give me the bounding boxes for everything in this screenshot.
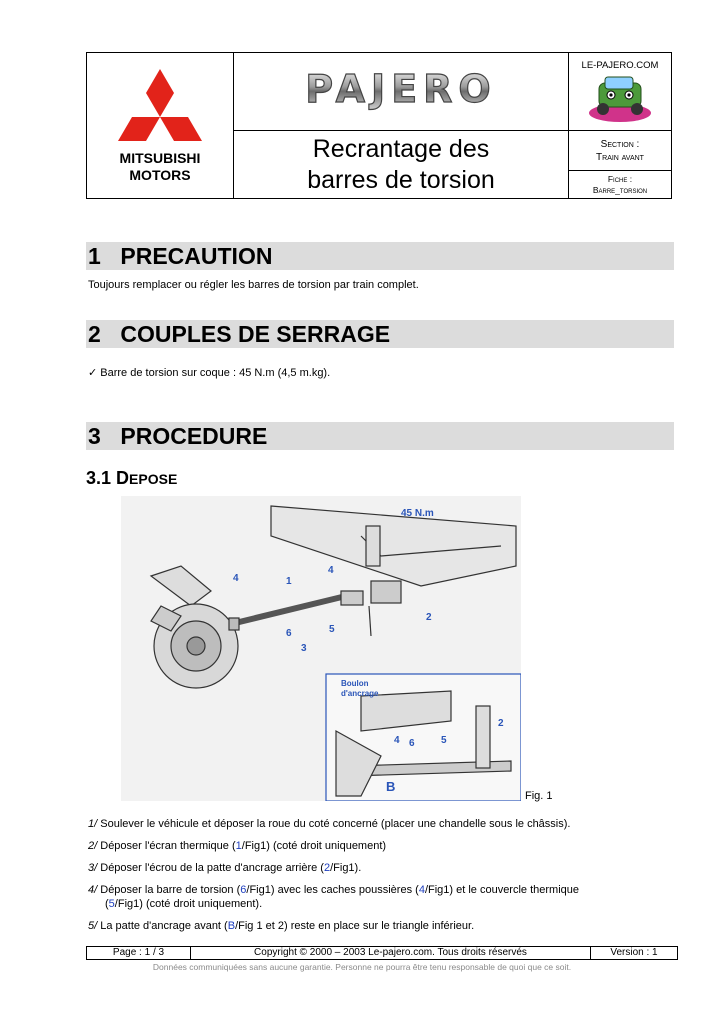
- site-cell: [569, 53, 671, 131]
- torsion-bar-exploded-view: [121, 496, 521, 801]
- figure-caption: Fig. 1: [525, 790, 553, 802]
- document-title: [234, 131, 569, 198]
- figure-reference: 6: [240, 884, 247, 896]
- list-item: [88, 861, 688, 875]
- inset-label-4: 4: [394, 735, 400, 746]
- step-text: /Fig1) avec les caches poussières (: [246, 884, 419, 896]
- step-text: /Fig 1 et 2) reste en place sur le triangle inférieur.: [235, 920, 475, 932]
- figure-reference: B: [227, 920, 236, 932]
- label-4b: 4: [328, 565, 334, 576]
- section-heading-procedure: [86, 422, 674, 450]
- torque-item: [88, 366, 330, 379]
- section-title: PROCEDURE: [120, 423, 268, 449]
- step-text: Déposer l'écrou de la patte d'ancrage arrière (: [97, 862, 324, 874]
- torque-text: Barre de torsion sur coque : 45 N.m (4,5 m.kg).: [100, 367, 331, 379]
- precaution-text: Toujours remplacer ou régler les barres de torsion par train complet.: [88, 279, 419, 291]
- step-text: Déposer l'écran thermique (: [97, 840, 236, 852]
- list-item: [88, 817, 688, 831]
- inset-label-5: 5: [441, 735, 447, 746]
- list-item: [88, 883, 688, 911]
- subsection-heading-depose: [86, 468, 177, 489]
- step-continuation: [88, 897, 688, 911]
- step-text: La patte d'ancrage avant (: [97, 920, 228, 932]
- section-title: PRECAUTION: [120, 243, 273, 269]
- pajero-brand-cell: [234, 53, 569, 131]
- step-number: 4/: [88, 884, 98, 896]
- disclaimer-text: Données communiquées sans aucune garantie. Personne ne pourra être tenu responsable de quoi que ce soit.: [152, 962, 572, 972]
- inset-label-6: 6: [409, 738, 415, 749]
- subsection-number: 3.1: [86, 468, 112, 488]
- pajero-wordmark: [234, 53, 569, 131]
- figure-reference: 2: [323, 862, 331, 874]
- subsection-rest: EPOSE: [129, 471, 178, 487]
- site-url[interactable]: LE-PAJERO.COM: [581, 60, 659, 71]
- inset-label-ancrage: d'ancrage: [341, 689, 379, 698]
- section-label: Section :: [600, 139, 640, 150]
- subsection-first-letter: D: [116, 468, 130, 488]
- pajero-brand-text: PAJERO: [305, 67, 497, 111]
- mitsubishi-logo-icon: [87, 53, 234, 198]
- label-5: 5: [329, 624, 335, 635]
- list-item: [88, 919, 688, 933]
- cartoon-jeep-icon: [569, 53, 671, 131]
- copyright-text: Copyright © 2000 – 2003 Le-pajero.com. Tous droits réservés: [191, 947, 591, 959]
- inset-label-2: 2: [498, 718, 504, 729]
- fiche-cell: [569, 171, 671, 198]
- step-text: /Fig1) (coté droit uniquement).: [114, 898, 263, 910]
- section-number: 1: [88, 243, 101, 269]
- step-text: /Fig1).: [330, 862, 362, 874]
- label-3: 3: [301, 643, 307, 654]
- figure-reference: 5: [108, 898, 115, 910]
- procedure-steps: [88, 817, 688, 941]
- page-footer: [86, 946, 678, 960]
- step-text: Soulever le véhicule et déposer la roue du coté concerné (placer une chandelle sous le châssis).: [97, 818, 571, 830]
- mitsubishi-logo-cell: [87, 53, 234, 198]
- section-cell: [569, 131, 671, 171]
- section-heading-couples: [86, 320, 674, 348]
- step-number: 3/: [88, 862, 98, 874]
- logo-text-line2: MOTORS: [129, 167, 191, 183]
- step-number: 2/: [88, 840, 98, 852]
- step-number: 5/: [88, 920, 98, 932]
- label-1: 1: [286, 576, 292, 587]
- section-heading-precaution: [86, 242, 674, 270]
- section-number: 2: [88, 321, 101, 347]
- checkmark-icon: ✓: [88, 367, 98, 379]
- step-text: (: [105, 898, 109, 910]
- fiche-value: Barre_torsion: [592, 185, 648, 195]
- section-title: COUPLES DE SERRAGE: [120, 321, 391, 347]
- title-line-1: Recrantage des: [312, 134, 490, 163]
- step-text: /Fig1) (coté droit uniquement): [241, 840, 387, 852]
- title-line-2: barres de torsion: [307, 165, 495, 194]
- figure-reference: 4: [418, 884, 425, 896]
- section-number: 3: [88, 423, 101, 449]
- figure-reference: 1: [235, 840, 242, 852]
- step-number: 1/: [88, 818, 98, 830]
- label-torque: 45 N.m: [401, 508, 434, 519]
- step-text: Déposer la barre de torsion (: [97, 884, 241, 896]
- label-4: 4: [233, 573, 239, 584]
- fiche-label: Fiche :: [607, 174, 633, 184]
- section-value: Train avant: [596, 152, 644, 163]
- document-header: [86, 52, 672, 199]
- logo-text-line1: MITSUBISHI: [119, 150, 201, 166]
- label-6: 6: [286, 628, 292, 639]
- version-text: Version : 1: [610, 947, 658, 958]
- label-2: 2: [426, 612, 432, 623]
- inset-label-boulon: Boulon: [341, 679, 369, 688]
- list-item: [88, 839, 688, 853]
- step-text: /Fig1) et le couvercle thermique: [424, 884, 580, 896]
- inset-label-b: B: [386, 779, 396, 794]
- figure-1-diagram: [121, 496, 521, 801]
- page-number: Page : 1 / 3: [87, 947, 191, 959]
